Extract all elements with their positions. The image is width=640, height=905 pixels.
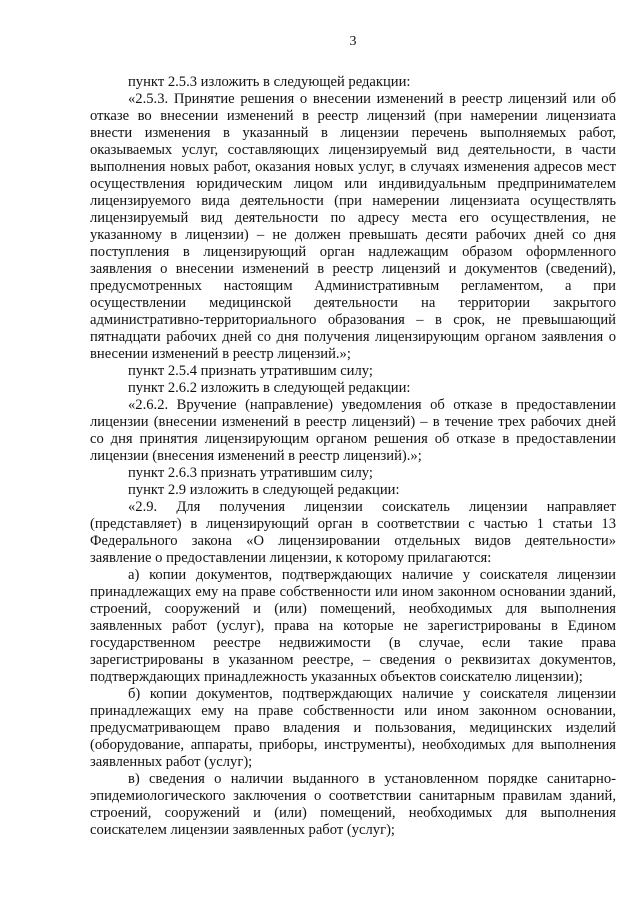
paragraph: пункт 2.6.2 изложить в следующей редакции: bbox=[128, 380, 411, 396]
paragraph: а) копии документов, подтверждающих наличие у соискателя лицензии принадлежащих ему на праве собственности или ином законном основании зданий, строений, сооружений и (или) помещений, необходимых для выполнения заявленных работ (услуг), права на которые не зарегистрированы в Едином государственном реестре недвижимости (в случае, если такие права зарегистрированы в указанном реестре, – сведения о реквизитах документов, подтверждающих принадлежность указанных объектов соискателю лицензии); bbox=[90, 567, 616, 685]
paragraph: пункт 2.5.4 признать утратившим силу; bbox=[128, 363, 373, 379]
page-number: 3 bbox=[349, 34, 357, 49]
paragraph: «2.9. Для получения лицензии соискатель лицензии направляет (представляет) в лицензирующий орган в соответствии с частью 1 статьи 13 Федерального закона «О лицензировании отдельных видов деятельности» заявление о предоставлении лицензии, к которому прилагаются: bbox=[90, 499, 616, 566]
paragraph: «2.6.2. Вручение (направление) уведомления об отказе в предоставлении лицензии (внесении изменений в реестр лицензий) – в течение трех рабочих дней со дня принятия лицензирующим органом решения об отказе в предоставлении лицензии (внесения изменений в реестр лицензий).»; bbox=[90, 397, 616, 464]
paragraph: пункт 2.9 изложить в следующей редакции: bbox=[128, 482, 400, 498]
paragraph: пункт 2.6.3 признать утратившим силу; bbox=[128, 465, 373, 481]
paragraph: пункт 2.5.3 изложить в следующей редакции: bbox=[128, 74, 411, 90]
paragraph: б) копии документов, подтверждающих наличие у соискателя лицензии принадлежащих ему на праве собственности или ином законном основании, предусматривающем право владения и пользования, медицинских изделий (оборудование, аппараты, приборы, инструменты), необходимых для выполнения заявленных работ (услуг); bbox=[90, 686, 616, 770]
paragraph: в) сведения о наличии выданного в установленном порядке санитарно-эпидемиологического заключения о соответствии санитарным правилам зданий, строений, сооружений и (или) помещений, необходимых для выполнения соискателем лицензии заявленных работ (услуг); bbox=[90, 771, 616, 838]
paragraph: «2.5.3. Принятие решения о внесении изменений в реестр лицензий или об отказе во внесении изменений в реестр лицензий (при намерении лицензиата внести изменения в указанный в лицензии перечень выполняемых работ, оказываемых услуг, составляющих лицензируемый вид деятельности, в части выполнения новых работ, оказания новых услуг, в случаях изменения адресов мест осуществления юридическим лицом или индивидуальным предпринимателем лицензируемого вида деятельности (при намерении лицензиата осуществлять лицензируемый вид деятельности по адресу места его осуществления, не указанному в лицензии) – не должен превышать десяти рабочих дней со дня поступления в лицензирующий орган надлежащим образом оформленного заявления о внесении изменений в реестр лицензий и документов (сведений), предусмотренных настоящим Административным регламентом, а при осуществлении медицинской деятельности на территории закрытого административно-территориального образования – в срок, не превышающий пятнадцати рабочих дней со дня получения лицензирующим органом заявления о внесении изменений в реестр лицензий.»; bbox=[90, 91, 616, 362]
